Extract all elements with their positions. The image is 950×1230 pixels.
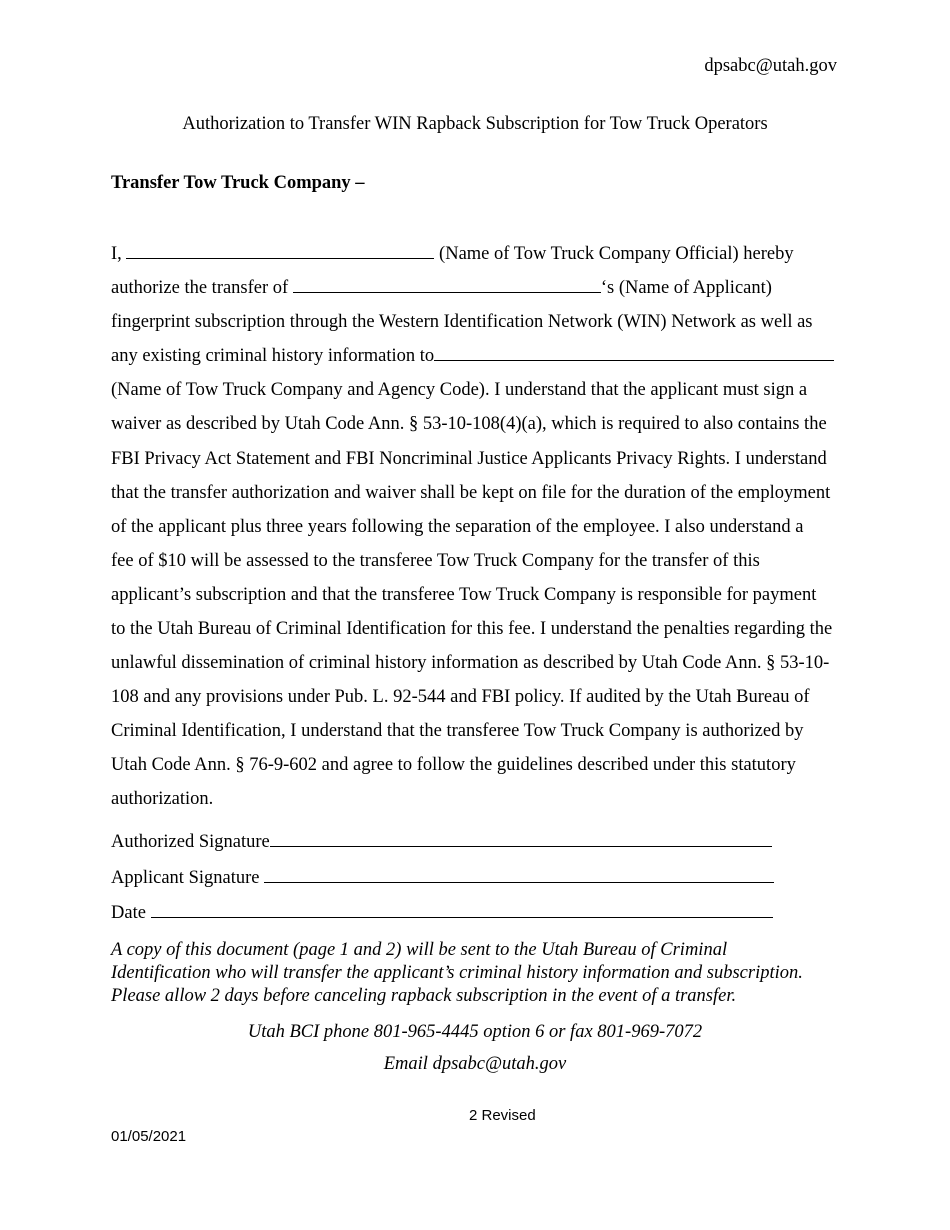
authorized-signature-label: Authorized Signature <box>111 832 270 852</box>
body-line-10: fee of $10 will be assessed to the transferee Tow Truck Company for the transfer of this <box>111 551 760 571</box>
applicant-signature-label: Applicant Signature <box>111 868 260 888</box>
official-name-field[interactable] <box>126 244 434 259</box>
body-line-4-prefix: any existing criminal history information to <box>111 346 435 366</box>
notice-line-3: Please allow 2 days before canceling rapback subscription in the event of a transfer. <box>111 986 737 1006</box>
contact-email: Email dpsabc@utah.gov <box>383 1054 567 1074</box>
date-row <box>111 903 773 924</box>
body-line-2-suffix: ‘s (Name of Applicant) <box>600 278 772 298</box>
body-line-11: applicant’s subscription and that the transferee Tow Truck Company is responsible for payment <box>111 585 817 605</box>
authorized-signature-row <box>111 832 772 853</box>
header-email: dpsabc@utah.gov <box>704 56 837 76</box>
body-line-15: Criminal Identification, I understand that the transferee Tow Truck Company is authorized by <box>111 721 804 741</box>
page-number: 2 Revised <box>469 1107 536 1124</box>
notice-line-2: Identification who will transfer the applicant’s criminal history information and subscription. <box>111 963 803 983</box>
body-line-12: to the Utah Bureau of Criminal Identification for this fee. I understand the penalties regarding the <box>111 619 833 639</box>
page-title: Authorization to Transfer WIN Rapback Subscription for Tow Truck Operators <box>182 114 768 134</box>
body-line-13: unlawful dissemination of criminal history information as described by Utah Code Ann. § 53-10- <box>111 653 830 673</box>
authorized-signature-field[interactable] <box>270 832 772 847</box>
applicant-signature-row <box>111 868 774 889</box>
revision-date: 01/05/2021 <box>111 1128 187 1145</box>
body-line-2 <box>111 278 772 299</box>
body-line-7: FBI Privacy Act Statement and FBI Noncriminal Justice Applicants Privacy Rights. I understand <box>111 449 827 469</box>
body-line-17: authorization. <box>111 789 214 809</box>
section-heading: Transfer Tow Truck Company – <box>111 173 365 193</box>
contact-phone: Utah BCI phone 801-965-4445 option 6 or fax 801-969-7072 <box>247 1022 703 1042</box>
date-label: Date <box>111 903 146 923</box>
body-line-8: that the transfer authorization and waiver shall be kept on file for the duration of the employment <box>111 483 831 503</box>
applicant-signature-field[interactable] <box>264 868 774 883</box>
body-line-3: fingerprint subscription through the Western Identification Network (WIN) Network as well as <box>111 312 813 332</box>
applicant-name-field[interactable] <box>293 278 601 293</box>
date-field[interactable] <box>151 903 773 918</box>
body-line-1-suffix: (Name of Tow Truck Company Official) hereby <box>439 244 794 264</box>
body-line-6: waiver as described by Utah Code Ann. § 53-10-108(4)(a), which is required to also contains the <box>111 414 827 434</box>
company-agency-field[interactable] <box>434 346 834 361</box>
body-line-14: 108 and any provisions under Pub. L. 92-544 and FBI policy. If audited by the Utah Bureau of <box>111 687 810 707</box>
body-line-9: of the applicant plus three years following the separation of the employee. I also understand a <box>111 517 804 537</box>
body-line-1 <box>111 244 794 265</box>
body-line-5: (Name of Tow Truck Company and Agency Code). I understand that the applicant must sign a <box>111 380 808 400</box>
notice-line-1: A copy of this document (page 1 and 2) will be sent to the Utah Bureau of Criminal <box>111 940 728 960</box>
body-line-1-prefix: I, <box>111 244 122 264</box>
body-line-4 <box>111 346 834 367</box>
body-line-16: Utah Code Ann. § 76-9-602 and agree to follow the guidelines described under this statutory <box>111 755 796 775</box>
body-line-2-prefix: authorize the transfer of <box>111 278 289 298</box>
